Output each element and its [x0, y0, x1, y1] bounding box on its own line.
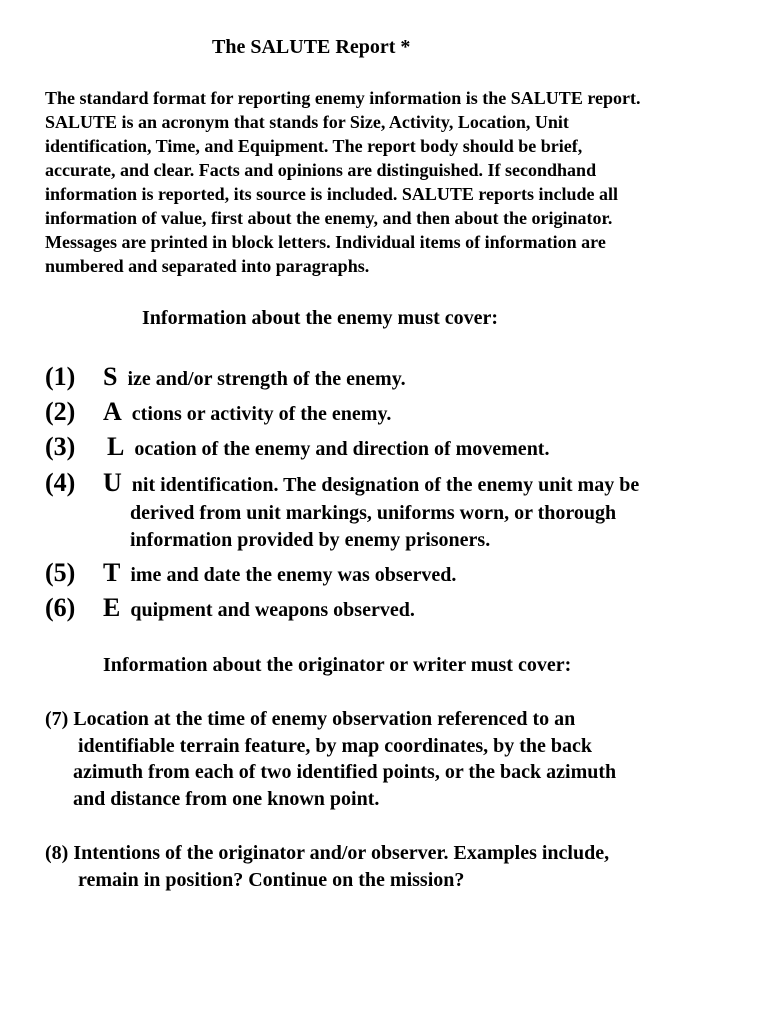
intro-line: accurate, and clear. Facts and opinions are distinguished. If secondhand — [45, 160, 597, 180]
item-text: nit identification. The designation of the enemy unit may be — [131, 474, 640, 496]
originator-item-intentions-line: (8) Intentions of the originator and/or observer. Examples include, — [45, 842, 610, 864]
enemy-item-activity — [45, 397, 391, 429]
acronym-letter: A — [103, 397, 122, 426]
enemy-item-size — [45, 362, 406, 394]
enemy-item-equipment — [45, 593, 415, 625]
enemy-section-heading: Information about the enemy must cover: — [142, 307, 499, 329]
acronym-letter: E — [103, 593, 121, 622]
intro-line: information is reported, its source is included. SALUTE reports include all — [45, 184, 619, 204]
item-number: (6) — [45, 593, 76, 622]
item-continuation-line: derived from unit markings, uniforms worn, or thorough — [130, 502, 617, 524]
enemy-item-time — [45, 558, 456, 590]
acronym-letter: U — [103, 468, 122, 497]
item-text: quipment and weapons observed. — [130, 599, 415, 621]
intro-line: numbered and separated into paragraphs. — [45, 256, 370, 276]
originator-section-heading: Information about the originator or writer must cover: — [103, 654, 572, 676]
acronym-letter: T — [103, 558, 121, 587]
enemy-item-unit — [45, 468, 639, 500]
item-number: (3) — [45, 432, 76, 461]
item-number: (4) — [45, 468, 76, 497]
item-text: ize and/or strength of the enemy. — [127, 368, 406, 390]
item-number: (5) — [45, 558, 76, 587]
acronym-letter: L — [107, 432, 125, 461]
originator-item-location-line: identifiable terrain feature, by map coordinates, by the back — [78, 735, 593, 757]
intro-paragraph — [45, 86, 735, 278]
intro-line: The standard format for reporting enemy information is the SALUTE report. — [45, 88, 641, 108]
item-text: ime and date the enemy was observed. — [130, 564, 457, 586]
originator-item-location-line: and distance from one known point. — [73, 788, 380, 810]
enemy-item-location — [45, 432, 549, 464]
intro-line: identification, Time, and Equipment. The report body should be brief, — [45, 136, 583, 156]
item-continuation-line: information provided by enemy prisoners. — [130, 529, 491, 551]
item-text: ocation of the enemy and direction of movement. — [134, 438, 550, 460]
item-number: (2) — [45, 397, 76, 426]
document-title: The SALUTE Report * — [212, 36, 411, 58]
intro-line: Messages are printed in block letters. Individual items of information are — [45, 232, 606, 252]
originator-item-location-line: (7) Location at the time of enemy observation referenced to an — [45, 708, 576, 730]
originator-item-intentions-line: remain in position? Continue on the mission? — [78, 869, 465, 891]
item-number: (1) — [45, 362, 76, 391]
item-text: ctions or activity of the enemy. — [131, 403, 392, 425]
intro-line: SALUTE is an acronym that stands for Size, Activity, Location, Unit — [45, 112, 569, 132]
acronym-letter: S — [103, 362, 118, 391]
originator-item-location-line: azimuth from each of two identified points, or the back azimuth — [73, 761, 617, 783]
intro-line: information of value, first about the enemy, and then about the originator. — [45, 208, 613, 228]
